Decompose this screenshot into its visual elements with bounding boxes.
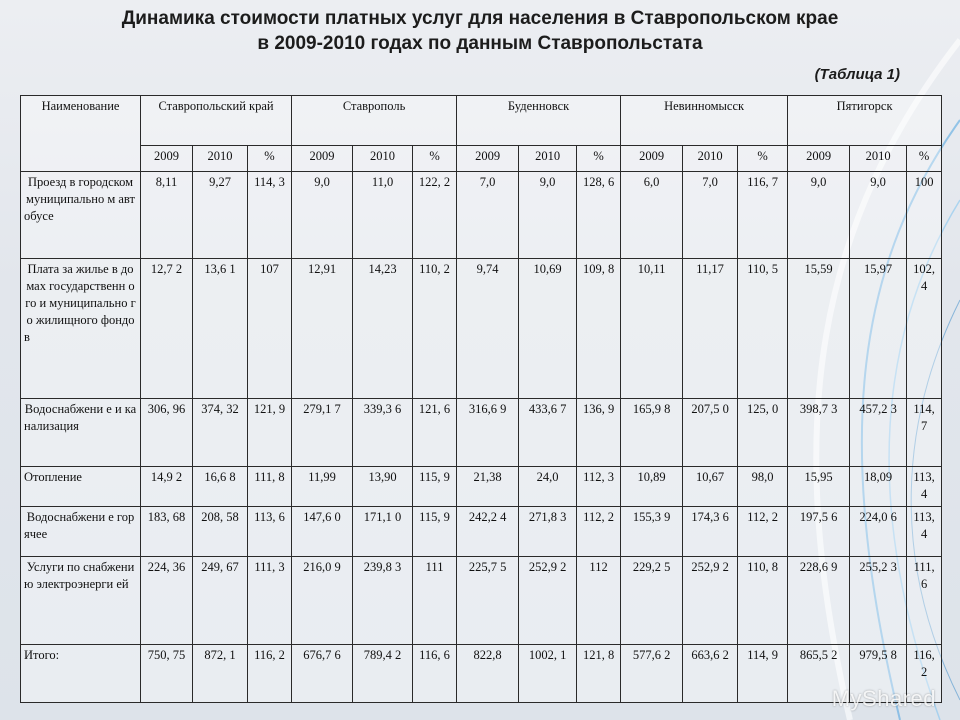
value-cell: 9,0	[850, 172, 907, 259]
value-cell: 872, 1	[193, 645, 248, 703]
percent-cell: 116, 7	[738, 172, 788, 259]
percent-cell: 110, 8	[738, 557, 788, 645]
header-row-years	[21, 146, 942, 172]
value-cell: 155,3 9	[621, 507, 683, 557]
row-service-name: Плата за жилье в домах государственн ого и муниципально го жилищного фондов	[21, 259, 141, 399]
table-number: (Таблица 1)	[814, 66, 900, 83]
value-cell: 11,17	[683, 259, 738, 399]
header-year: 2009	[457, 146, 519, 172]
table-row	[21, 172, 942, 259]
header-region: Буденновск	[457, 96, 621, 146]
percent-cell: 112, 2	[577, 507, 621, 557]
value-cell: 10,11	[621, 259, 683, 399]
value-cell: 147,6 0	[292, 507, 353, 557]
value-cell: 255,2 3	[850, 557, 907, 645]
header-percent: %	[248, 146, 292, 172]
table-row	[21, 507, 942, 557]
percent-cell: 113, 6	[248, 507, 292, 557]
value-cell: 208, 58	[193, 507, 248, 557]
value-cell: 252,9 2	[683, 557, 738, 645]
value-cell: 11,0	[353, 172, 413, 259]
percent-cell: 121, 6	[413, 399, 457, 467]
value-cell: 242,2 4	[457, 507, 519, 557]
value-cell: 252,9 2	[519, 557, 577, 645]
value-cell: 9,0	[519, 172, 577, 259]
value-cell: 13,90	[353, 467, 413, 507]
header-year: 2009	[141, 146, 193, 172]
page-title	[0, 6, 960, 56]
percent-cell: 111, 8	[248, 467, 292, 507]
value-cell: 239,8 3	[353, 557, 413, 645]
percent-cell: 122, 2	[413, 172, 457, 259]
value-cell: 16,6 8	[193, 467, 248, 507]
value-cell: 822,8	[457, 645, 519, 703]
percent-cell: 115, 9	[413, 507, 457, 557]
percent-cell: 113, 4	[907, 467, 942, 507]
value-cell: 10,67	[683, 467, 738, 507]
value-cell: 750, 75	[141, 645, 193, 703]
percent-cell: 111, 3	[248, 557, 292, 645]
value-cell: 165,9 8	[621, 399, 683, 467]
value-cell: 14,23	[353, 259, 413, 399]
percent-cell: 102, 4	[907, 259, 942, 399]
value-cell: 316,6 9	[457, 399, 519, 467]
percent-cell: 110, 5	[738, 259, 788, 399]
value-cell: 171,1 0	[353, 507, 413, 557]
value-cell: 21,38	[457, 467, 519, 507]
value-cell: 9,0	[788, 172, 850, 259]
table-row	[21, 259, 942, 399]
header-region: Ставропольский край	[141, 96, 292, 146]
value-cell: 228,6 9	[788, 557, 850, 645]
value-cell: 224, 36	[141, 557, 193, 645]
header-year: 2010	[850, 146, 907, 172]
value-cell: 12,7 2	[141, 259, 193, 399]
value-cell: 789,4 2	[353, 645, 413, 703]
header-region: Ставрополь	[292, 96, 457, 146]
percent-cell: 136, 9	[577, 399, 621, 467]
percent-cell: 121, 9	[248, 399, 292, 467]
header-percent: %	[738, 146, 788, 172]
watermark-logo: MyShared	[831, 686, 936, 711]
row-service-name: Итого:	[21, 645, 141, 703]
value-cell: 9,74	[457, 259, 519, 399]
header-region: Пятигорск	[788, 96, 942, 146]
percent-cell: 98,0	[738, 467, 788, 507]
value-cell: 10,69	[519, 259, 577, 399]
value-cell: 174,3 6	[683, 507, 738, 557]
value-cell: 207,5 0	[683, 399, 738, 467]
title-line-1: Динамика стоимости платных услуг для населения в Ставропольском крае	[121, 8, 839, 29]
table-body	[21, 172, 942, 703]
percent-cell: 128, 6	[577, 172, 621, 259]
header-year: 2009	[292, 146, 353, 172]
row-service-name: Водоснабжени е горячее	[21, 507, 141, 557]
percent-cell: 107	[248, 259, 292, 399]
percent-cell: 114, 9	[738, 645, 788, 703]
table-row	[21, 399, 942, 467]
header-name: Наименование	[21, 96, 141, 172]
value-cell: 279,1 7	[292, 399, 353, 467]
table-row	[21, 467, 942, 507]
value-cell: 229,2 5	[621, 557, 683, 645]
value-cell: 433,6 7	[519, 399, 577, 467]
percent-cell: 114, 3	[248, 172, 292, 259]
row-service-name: Отопление	[21, 467, 141, 507]
row-service-name: Услуги по снабжению электроэнерги ей	[21, 557, 141, 645]
value-cell: 979,5 8	[850, 645, 907, 703]
value-cell: 457,2 3	[850, 399, 907, 467]
header-year: 2010	[353, 146, 413, 172]
percent-cell: 116, 2	[248, 645, 292, 703]
percent-cell: 109, 8	[577, 259, 621, 399]
header-year: 2010	[683, 146, 738, 172]
header-percent: %	[413, 146, 457, 172]
percent-cell: 111	[413, 557, 457, 645]
percent-cell: 100	[907, 172, 942, 259]
value-cell: 225,7 5	[457, 557, 519, 645]
percent-cell: 125, 0	[738, 399, 788, 467]
value-cell: 577,6 2	[621, 645, 683, 703]
value-cell: 197,5 6	[788, 507, 850, 557]
value-cell: 8,11	[141, 172, 193, 259]
header-year: 2009	[621, 146, 683, 172]
value-cell: 10,89	[621, 467, 683, 507]
percent-cell: 113, 4	[907, 507, 942, 557]
value-cell: 9,27	[193, 172, 248, 259]
value-cell: 271,8 3	[519, 507, 577, 557]
value-cell: 398,7 3	[788, 399, 850, 467]
services-cost-table	[20, 95, 942, 703]
header-year: 2010	[519, 146, 577, 172]
percent-cell: 112	[577, 557, 621, 645]
header-year: 2010	[193, 146, 248, 172]
value-cell: 339,3 6	[353, 399, 413, 467]
header-percent: %	[577, 146, 621, 172]
value-cell: 306, 96	[141, 399, 193, 467]
value-cell: 865,5 2	[788, 645, 850, 703]
value-cell: 14,9 2	[141, 467, 193, 507]
header-region: Невинномысск	[621, 96, 788, 146]
value-cell: 9,0	[292, 172, 353, 259]
percent-cell: 110, 2	[413, 259, 457, 399]
value-cell: 224,0 6	[850, 507, 907, 557]
percent-cell: 112, 2	[738, 507, 788, 557]
table-row	[21, 557, 942, 645]
value-cell: 15,95	[788, 467, 850, 507]
row-service-name: Проезд в городском муниципально м автобусе	[21, 172, 141, 259]
value-cell: 11,99	[292, 467, 353, 507]
percent-cell: 115, 9	[413, 467, 457, 507]
value-cell: 15,59	[788, 259, 850, 399]
value-cell: 1002, 1	[519, 645, 577, 703]
row-service-name: Водоснабжени е и канализация	[21, 399, 141, 467]
value-cell: 374, 32	[193, 399, 248, 467]
table-row	[21, 645, 942, 703]
percent-cell: 121, 8	[577, 645, 621, 703]
value-cell: 663,6 2	[683, 645, 738, 703]
value-cell: 12,91	[292, 259, 353, 399]
percent-cell: 116, 2	[907, 645, 942, 703]
value-cell: 249, 67	[193, 557, 248, 645]
percent-cell: 112, 3	[577, 467, 621, 507]
percent-cell: 114, 7	[907, 399, 942, 467]
value-cell: 24,0	[519, 467, 577, 507]
value-cell: 676,7 6	[292, 645, 353, 703]
percent-cell: 111, 6	[907, 557, 942, 645]
percent-cell: 116, 6	[413, 645, 457, 703]
title-line-2: в 2009-2010 годах по данным Ставропольстата	[257, 33, 703, 54]
value-cell: 7,0	[683, 172, 738, 259]
value-cell: 13,6 1	[193, 259, 248, 399]
header-row-regions	[21, 96, 942, 146]
value-cell: 6,0	[621, 172, 683, 259]
value-cell: 7,0	[457, 172, 519, 259]
value-cell: 18,09	[850, 467, 907, 507]
value-cell: 15,97	[850, 259, 907, 399]
value-cell: 183, 68	[141, 507, 193, 557]
header-year: 2009	[788, 146, 850, 172]
header-percent: %	[907, 146, 942, 172]
value-cell: 216,0 9	[292, 557, 353, 645]
